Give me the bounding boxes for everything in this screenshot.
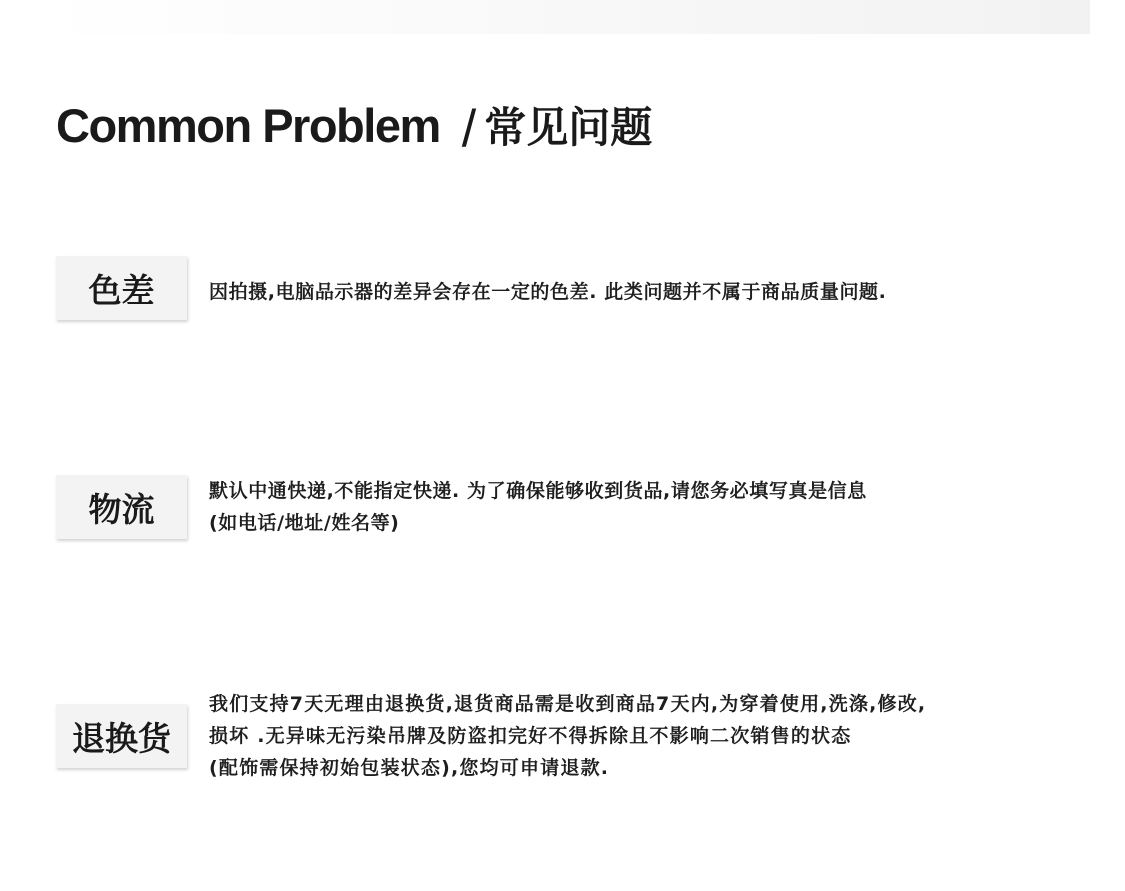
page-title [56, 90, 652, 160]
faq-answer-line: 损坏 .无异味无污染吊牌及防盗扣完好不得拆除且不影响二次销售的状态 [209, 725, 852, 747]
faq-answer-line: (配饰需保持初始包装状态),您均可申请退款. [209, 757, 610, 779]
page-title-chinese: 常见问题 [484, 103, 653, 152]
page-title-english: Common Problem [56, 98, 440, 152]
faq-answer-line: 因拍摄,电脑品示器的差异会存在一定的色差. 此类问题并不属于商品质量问题. [209, 281, 887, 303]
faq-answer-line: 默认中通快递,不能指定快递. 为了确保能够收到货品,请您务必填写真是信息 [209, 480, 867, 502]
faq-answer-line: (如电话/地址/姓名等) [209, 512, 400, 534]
faq-label: 色差 [56, 256, 187, 320]
page-title-separator: / [461, 100, 477, 158]
faq-label: 物流 [56, 475, 187, 539]
faq-answer [209, 276, 886, 308]
faq-label: 退换货 [56, 704, 187, 768]
faq-answer-line: 我们支持7天无理由退换货,退货商品需是收到商品7天内,为穿着使用,洗涤,修改, [209, 693, 927, 715]
top-banner-strip [40, 0, 1090, 34]
faq-answer [209, 475, 867, 539]
faq-answer [209, 688, 926, 784]
